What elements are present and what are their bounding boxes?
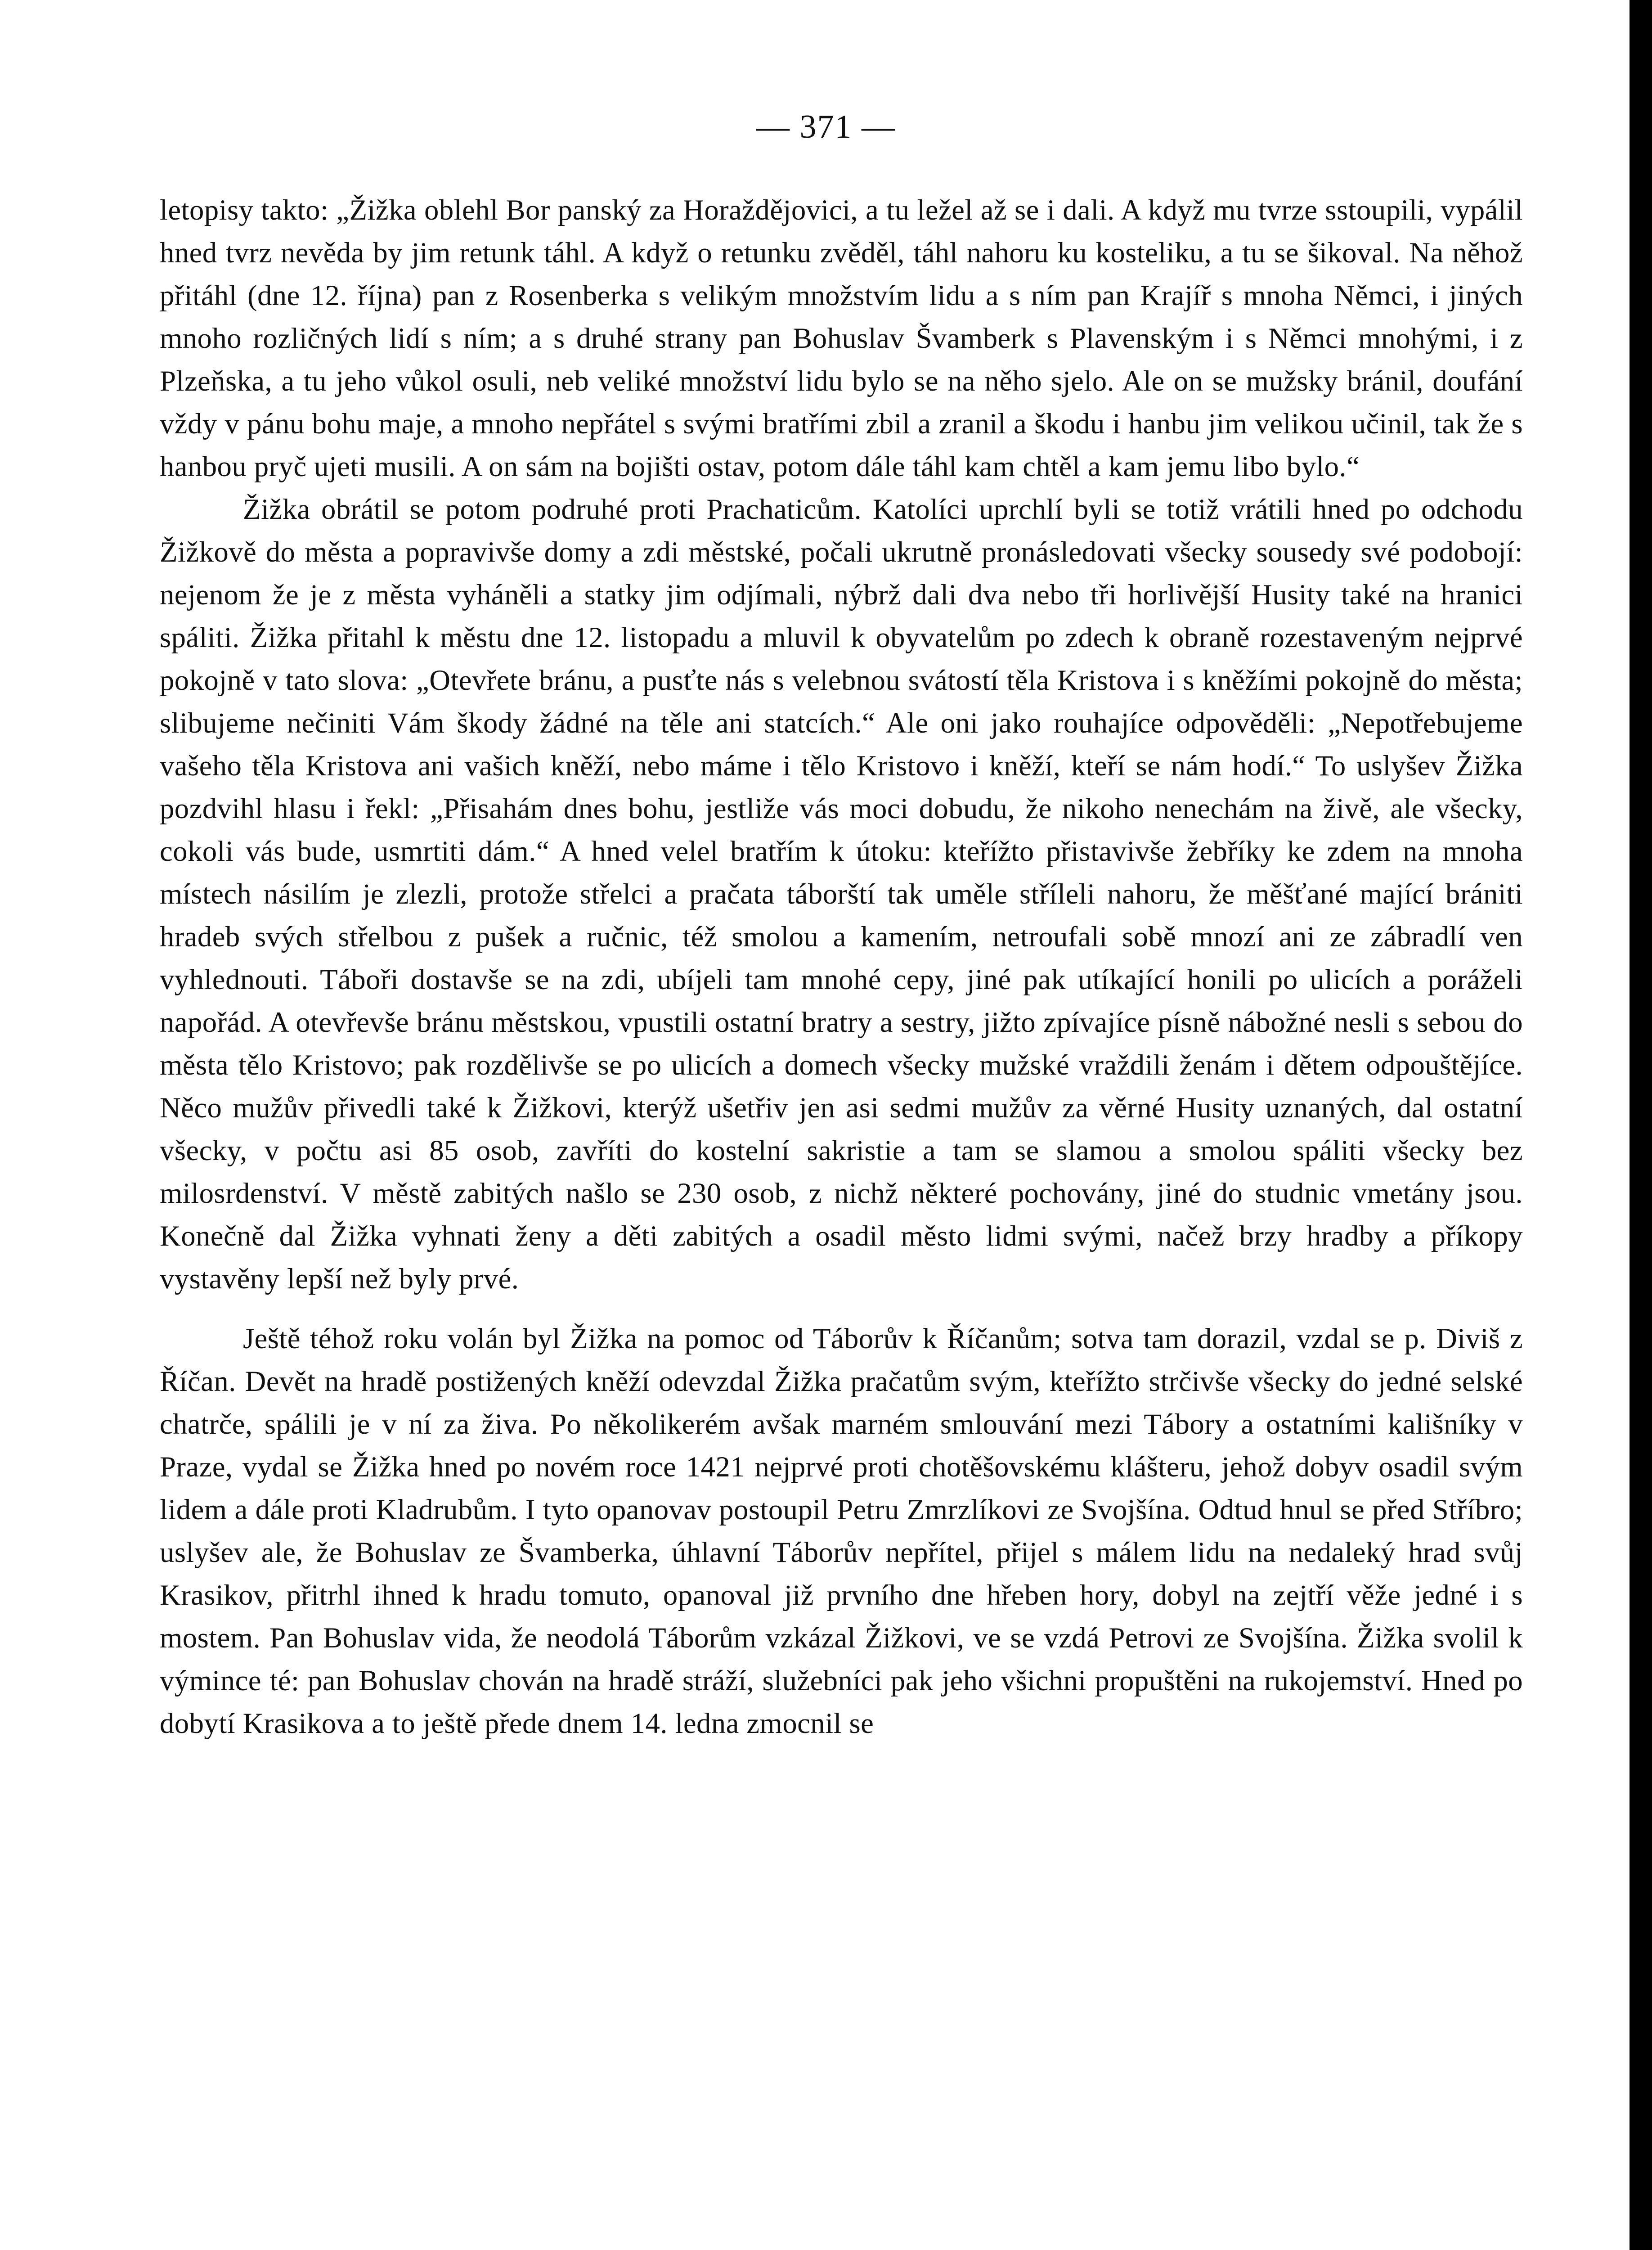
paragraph-3: Ještě téhož roku volán byl Žižka na pomoc od Táborův k Říčanům; sotva tam dorazil, vzdal se p. Diviš z Říčan. Devět na hradě postižených kněží odevzdal Žižka pračatům svým, kteřížto strčivše všecky do jedné selské chatrče, spálili je v ní za živa. Po několikerém avšak marném smlouvání mezi Tábory a ostatními kališníky v Praze, vydal se Žižka hned po novém roce 1421 nejprvé proti chotěšovskému klášteru, jehož dobyv osadil svým lidem a dále proti Kladrubům. I tyto opanovav postoupil Petru Zmrzlíkovi ze Svojšína. Odtud hnul se před Stříbro; uslyšev ale, že Bohuslav ze Švamberka, úhlavní Táborův nepřítel, přijel s málem lidu na nedaleký hrad svůj Krasikov, přitrhl ihned k hradu tomuto, opanoval již prvního dne hřeben hory, dobyl na zejtří věže jedné i s mostem. Pan Bohuslav vida, že neodolá Táborům vzkázal Žižkovi, ve se vzdá Petrovi ze Svojšína. Žižka svolil k výmince té: pan Bohuslav chován na hradě stráží, služebníci pak jeho všichni propuštěni na rukojemství. Hned po dobytí Krasikova a to ještě přede dnem 14. ledna zmocnil se	[160, 1323, 1523, 1740]
body-text	[160, 189, 1523, 1745]
paragraph-1: letopisy takto: „Žižka oblehl Bor panský za Horaždějovici, a tu ležel až se i dali. A když mu tvrze sstoupili, vypálil hned tvrz nevěda by jim retunk táhl. A když o retunku zvěděl, táhl nahoru ku kosteliku, a tu se šikoval. Na něhož přitáhl (dne 12. října) pan z Rosenberka s velikým množstvím lidu a s ním pan Krajíř s mnoha Němci, i jiných mnoho rozličných lidí s ním; a s druhé strany pan Bohuslav Švamberk s Plavenským i s Němci mnohými, i z Plzeňska, a tu jeho vůkol osuli, neb veliké množství lidu bylo se na něho sjelo. Ale on se mužsky bránil, doufání vždy v pánu bohu maje, a mnoho nepřátel s svými bratřími zbil a zranil a škodu i hanbu jim velikou učinil, tak že s hanbou pryč ujeti musili. A on sám na bojišti ostav, potom dále táhl kam chtěl a kam jemu libo bylo.“	[160, 194, 1523, 483]
paragraph-2: Žižka obrátil se potom podruhé proti Prachaticům. Katolíci uprchlí byli se totiž vrátili hned po odchodu Žižkově do města a popravivše domy a zdi městské, počali ukrutně pronásledovati všecky sousedy své podobojí: nejenom že je z města vyháněli a statky jim odjímali, nýbrž dali dva nebo tři horlivější Husity také na hranici spáliti. Žižka přitahl k městu dne 12. listopadu a mluvil k obyvatelům po zdech k obraně rozestaveným nejprvé pokojně v tato slova: „Otevřete bránu, a pusťte nás s velebnou svátostí těla Kristova i s kněžími pokojně do města; slibujeme nečiniti Vám škody žádné na těle ani statcích.“ Ale oni jako rouhajíce odpověděli: „Nepotřebujeme vašeho těla Kristova ani vašich kněží, nebo máme i tělo Kristovo i kněží, kteří se nám hodí.“ To uslyšev Žižka pozdvihl hlasu i řekl: „Přisahám dnes bohu, jestliže vás moci dobudu, že nikoho nenechám na živě, ale všecky, cokoli vás bude, usmrtiti dám.“ A hned velel bratřím k útoku: kteřížto přistavivše žebříky ke zdem na mnoha místech násilím je zlezli, protože střelci a pračata táborští tak uměle stříleli nahoru, že měšťané mající brániti hradeb svých střelbou z pušek a ručnic, též smolou a kamením, netroufali sobě mnozí ani ze zábradlí ven vyhlednouti. Táboři dostavše se na zdi, ubíjeli tam mnohé cepy, jiné pak utíkající honili po ulicích a poráželi napořád. A otevřevše bránu městskou, vpustili ostatní bratry a sestry, jižto zpívajíce písně nábožné nesli s sebou do města tělo Kristovo; pak rozdělivše se po ulicích a domech všecky mužské vraždili ženám i dětem odpouštějíce. Něco mužův přivedli také k Žižkovi, kterýž ušetřiv jen asi sedmi mužův za věrné Husity uznaných, dal ostatní všecky, v počtu asi 85 osob, zavříti do kostelní sakristie a tam se slamou a smolou spáliti všecky bez milosrdenství. V městě zabitých našlo se 230 osob, z nichž některé pochovány, jiné do studnic vmetány jsou. Konečně dal Žižka vyhnati ženy a děti zabitých a osadil město lidmi svými, načež brzy hradby a příkopy vystavěny lepší než byly prvé.	[160, 493, 1523, 1295]
page-number: — 371 —	[756, 108, 896, 145]
page-edge-band	[1630, 0, 1652, 2250]
